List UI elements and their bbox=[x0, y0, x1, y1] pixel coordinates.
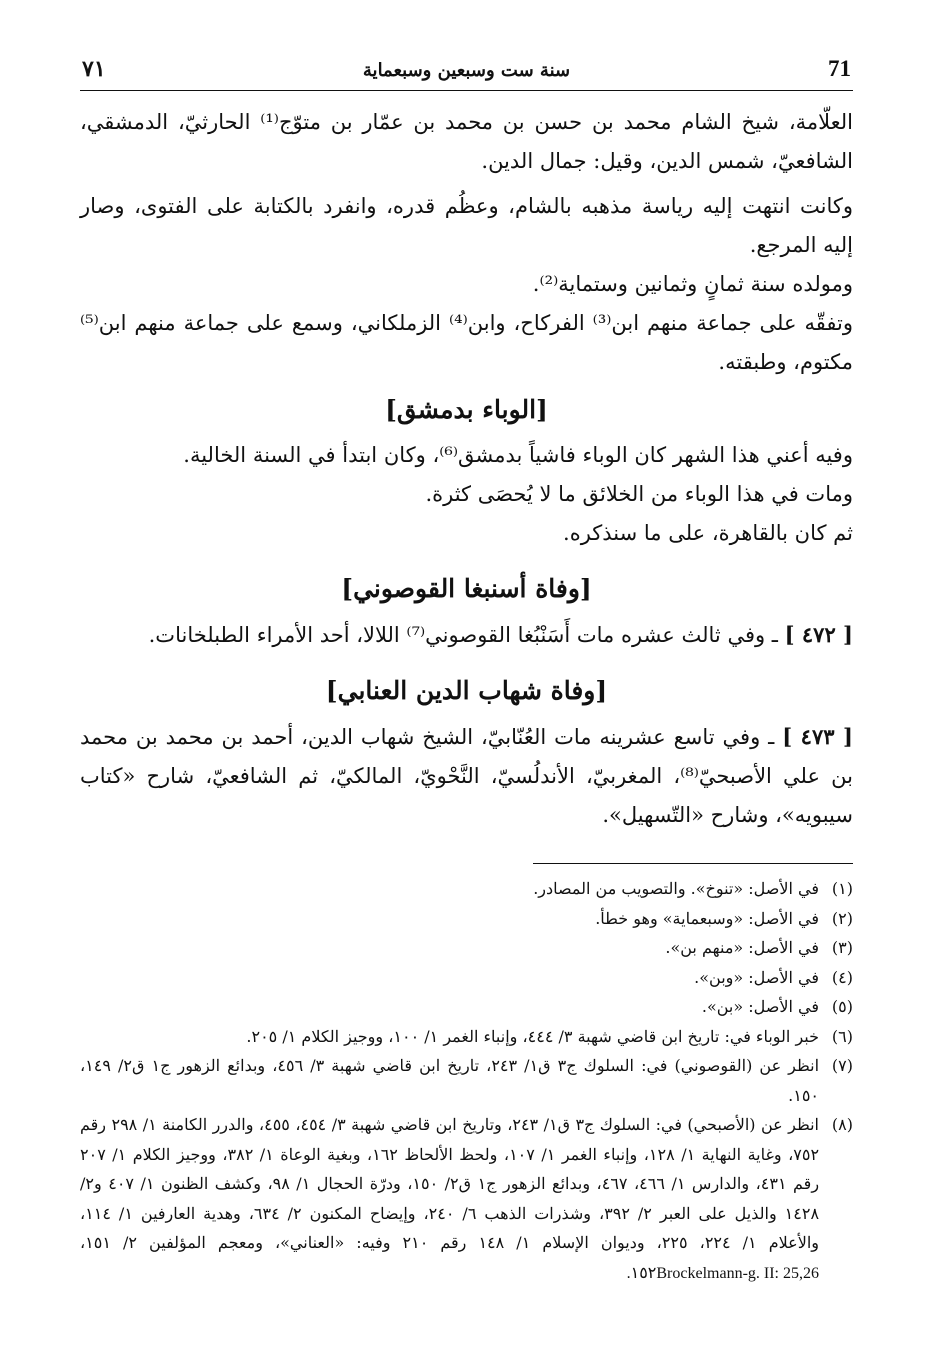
footnote-latin-reference: Brockelmann-g. II: 25,26. bbox=[626, 1264, 819, 1282]
footnote-number: (٢) bbox=[831, 908, 853, 928]
entry-number: [ ٤٧٣ ] bbox=[782, 724, 853, 749]
footnote bbox=[80, 1022, 853, 1052]
footnote-text: في الأصل: «تنوخ». والتصويب من المصادر. bbox=[533, 879, 819, 898]
section-heading-qawsuni: [وفاة أسنبغا القوصوني] bbox=[341, 574, 592, 603]
footnote-text: خبر الوباء في: تاريخ ابن قاضي شهبة ٣/ ٤٤٤، وإنباء الغمر ١/ ١٠٠، ووجيز الكلام ١/ ٢٠٥. bbox=[246, 1026, 819, 1046]
section-heading-annabi: [وفاة شهاب الدين العنابي] bbox=[325, 676, 608, 705]
footnote bbox=[80, 904, 853, 934]
footnote-number: (٧) bbox=[831, 1056, 853, 1075]
page-number-latin: 71 bbox=[828, 56, 851, 81]
footnote-text: في الأصل: «وبن». bbox=[694, 967, 819, 987]
footnote bbox=[80, 992, 853, 1022]
footnote-number: (٦) bbox=[831, 1026, 853, 1046]
footnote-number: (٥) bbox=[831, 997, 853, 1016]
paragraph-plague-2: ومات في هذا الوباء من الخلائق ما لا يُحصَى كثرة. bbox=[425, 482, 853, 506]
paragraph-biography-birth: ومولده سنة ثمانٍ وثمانين وستماية⁽²⁾. bbox=[532, 272, 853, 296]
footnote-text: في الأصل: «منهم بن». bbox=[665, 938, 819, 957]
entry-text: ـ وفي تاسع عشرينه مات العُنّابيّ، الشيخ شهاب الدين، أحمد بن محمد بن محمد بن علي الأصبحيّ⁽⁸⁾، المغربيّ، الأندلُسيّ، النَّحْويّ، المالكيّ، ثم الشافعيّ، شارح «كتاب سيبويه»، وشارح «التّسهيل». bbox=[80, 725, 853, 827]
main-text bbox=[80, 103, 853, 835]
footnote-divider bbox=[533, 863, 853, 864]
footnote-number: (١) bbox=[831, 879, 853, 898]
footnote bbox=[80, 1110, 853, 1288]
footnote-number: (٣) bbox=[831, 938, 853, 957]
footnote-number: (٨) bbox=[831, 1115, 853, 1134]
footnote bbox=[80, 1051, 853, 1110]
book-page bbox=[80, 48, 853, 1288]
footnote bbox=[80, 963, 853, 993]
footnote-text bbox=[80, 1110, 819, 1288]
footnotes bbox=[80, 874, 853, 1288]
entry-number: [ ٤٧٢ ] bbox=[784, 622, 853, 647]
paragraph-biography-intro: العلّامة، شيخ الشام محمد بن حسن بن محمد بن عمّار بن متوّج⁽¹⁾ الحارثيّ، الدمشقي، الشافعيّ، شمس الدين، وقيل: جمال الدين. bbox=[80, 110, 854, 173]
entry-473 bbox=[80, 717, 853, 835]
footnote-number: (٤) bbox=[831, 967, 853, 987]
paragraph-plague-3: ثم كان بالقاهرة، على ما سنذكره. bbox=[563, 521, 853, 545]
paragraph-biography-teachers: وتفقّه على جماعة منهم ابن⁽³⁾ الفركاح، وابن⁽⁴⁾ الزملكاني، وسمع على جماعة منهم ابن⁽⁵⁾ مكتوم، وطبقته. bbox=[80, 311, 853, 374]
page-number-arabic: ٧١ bbox=[82, 56, 106, 82]
footnote-text: انظر عن (القوصوني) في: السلوك ج٣ ق١/ ٢٤٣، تاريخ ابن قاضي شهبة ٣/ ٤٥٦، وبدائع الزهور ج١ ق٢/ ١٤٩، ١٥٠. bbox=[80, 1056, 820, 1105]
footnote bbox=[80, 874, 853, 904]
paragraph-biography-rank: وكانت انتهت إليه رياسة مذهبه بالشام، وعظُم قدره، وانفرد بالكتابة على الفتوى، وصار إليه المرجع. bbox=[80, 194, 853, 257]
entry-text: ـ وفي ثالث عشره مات أَسَنْبُغا القوصوني⁽⁷⁾ اللالا، أحد الأمراء الطبلخانات. bbox=[148, 623, 778, 647]
paragraph-plague-1: وفيه أعني هذا الشهر كان الوباء فاشياً بدمشق⁽⁶⁾، وكان ابتدأ في السنة الخالية. bbox=[183, 443, 853, 467]
page-header bbox=[80, 48, 853, 91]
footnote-text: في الأصل: «وسبعماية» وهو خطأ. bbox=[595, 908, 819, 928]
section-heading-plague: [الوباء بدمشق] bbox=[385, 395, 548, 424]
footnote-text: في الأصل: «بن». bbox=[701, 997, 819, 1016]
footnote bbox=[80, 933, 853, 963]
entry-472 bbox=[80, 615, 853, 655]
running-title: سنة ست وسبعين وسبعماية bbox=[362, 60, 571, 81]
footnote-arabic-text: انظر عن (الأصبحي) في: السلوك ج٣ ق١/ ٢٤٣، وتاريخ ابن قاضي شهبة ٣/ ٤٥٤، ٤٥٥، والدرر الكامنة ١/ ٢٩٨ رقم ٧٥٢، وغاية النهاية ١/ ١٢٨، وإنباء الغمر ١/ ١٠٧، ولحظ الألحاظ ١٦٢، وبغية الوعاة ١/ ٣٨٢، ووجيز الكلام ١/ ٢٠٧ رقم ٤٣١، والدارس ١/ ٤٦٦، ٤٦٧، وبدائع الزهور ج١ ق٢/ ١٥٠، ودرّة الحجال ١/ ٩٨، وكشف الظنون ١/ ٤٠٧ و٢/ ١٤٢٨ والذيل على العبر ٢/ ٣٩٢، وشذرات الذهب ٦/ ٢٤٠، وإيضاح المكنون ٢/ ٦٣٤، وهدية العارفين ١/ ١١٤، والأعلام ١/ ٢٢٤، ٢٢٥، وديوان الإسلام ١/ ١٤٨ رقم ٢١٠ وفيه: «العناني»، ومعجم المؤلفين ٢/ ١٥١، ١٥٢ bbox=[80, 1115, 820, 1282]
